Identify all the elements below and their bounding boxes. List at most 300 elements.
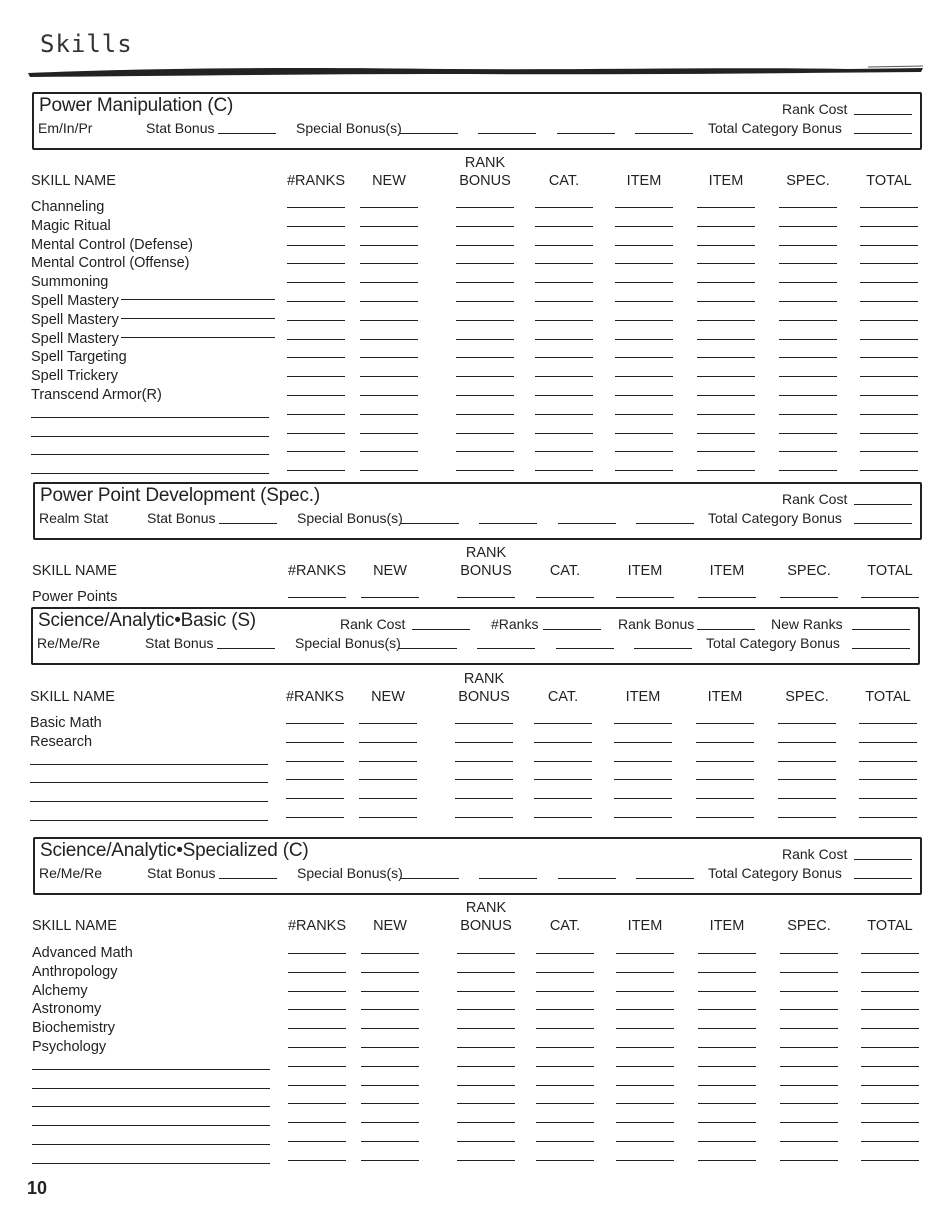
special-bonus-field[interactable] (635, 133, 693, 134)
skill-value-field[interactable] (456, 357, 514, 358)
skill-value-field[interactable] (359, 779, 417, 780)
skill-value-field[interactable] (780, 1028, 838, 1029)
skill-value-field[interactable] (614, 742, 672, 743)
skill-value-field[interactable] (457, 1028, 515, 1029)
skill-name-field[interactable] (30, 782, 268, 783)
skill-value-field[interactable] (697, 376, 755, 377)
skill-value-field[interactable] (535, 207, 593, 208)
skill-value-field[interactable] (457, 991, 515, 992)
skill-value-field[interactable] (698, 1141, 756, 1142)
skill-value-field[interactable] (286, 761, 344, 762)
ranks-field[interactable] (543, 629, 601, 630)
skill-value-field[interactable] (535, 320, 593, 321)
skill-value-field[interactable] (535, 414, 593, 415)
skill-value-field[interactable] (861, 972, 919, 973)
skill-value-field[interactable] (697, 414, 755, 415)
skill-value-field[interactable] (288, 1103, 346, 1104)
skill-name-field[interactable] (32, 1125, 270, 1126)
skill-value-field[interactable] (287, 226, 345, 227)
skill-name-field[interactable] (32, 1106, 270, 1107)
stat-bonus-field[interactable] (218, 133, 276, 134)
skill-value-field[interactable] (698, 991, 756, 992)
skill-value-field[interactable] (696, 817, 754, 818)
skill-value-field[interactable] (615, 339, 673, 340)
skill-value-field[interactable] (780, 1047, 838, 1048)
skill-value-field[interactable] (360, 320, 418, 321)
skill-value-field[interactable] (616, 1047, 674, 1048)
skill-value-field[interactable] (287, 263, 345, 264)
skill-value-field[interactable] (779, 282, 837, 283)
skill-value-field[interactable] (287, 282, 345, 283)
skill-value-field[interactable] (779, 339, 837, 340)
skill-value-field[interactable] (457, 1160, 515, 1161)
skill-value-field[interactable] (535, 263, 593, 264)
skill-value-field[interactable] (360, 282, 418, 283)
skill-value-field[interactable] (616, 1122, 674, 1123)
skill-value-field[interactable] (534, 761, 592, 762)
skill-value-field[interactable] (287, 433, 345, 434)
skill-value-field[interactable] (616, 1103, 674, 1104)
skill-value-field[interactable] (456, 282, 514, 283)
skill-value-field[interactable] (288, 991, 346, 992)
skill-value-field[interactable] (861, 1141, 919, 1142)
skill-value-field[interactable] (859, 761, 917, 762)
skill-value-field[interactable] (360, 245, 418, 246)
special-bonus-field[interactable] (557, 133, 615, 134)
skill-value-field[interactable] (535, 282, 593, 283)
skill-value-field[interactable] (536, 1047, 594, 1048)
skill-value-field[interactable] (455, 742, 513, 743)
skill-value-field[interactable] (697, 433, 755, 434)
skill-value-field[interactable] (536, 1141, 594, 1142)
skill-name-field[interactable] (31, 454, 269, 455)
skill-value-field[interactable] (698, 1009, 756, 1010)
skill-value-field[interactable] (779, 226, 837, 227)
special-bonus-field[interactable] (556, 648, 614, 649)
skill-value-field[interactable] (286, 779, 344, 780)
special-bonus-field[interactable] (477, 648, 535, 649)
skill-value-field[interactable] (861, 991, 919, 992)
skill-value-field[interactable] (697, 207, 755, 208)
skill-value-field[interactable] (780, 1141, 838, 1142)
skill-value-field[interactable] (697, 226, 755, 227)
skill-value-field[interactable] (615, 376, 673, 377)
special-bonus-field[interactable] (400, 133, 458, 134)
skill-value-field[interactable] (780, 597, 838, 598)
skill-value-field[interactable] (287, 357, 345, 358)
skill-value-field[interactable] (779, 376, 837, 377)
skill-value-field[interactable] (698, 1122, 756, 1123)
skill-value-field[interactable] (861, 1085, 919, 1086)
skill-value-field[interactable] (457, 1122, 515, 1123)
rank-cost-field[interactable] (854, 859, 912, 860)
skill-value-field[interactable] (360, 433, 418, 434)
skill-value-field[interactable] (615, 451, 673, 452)
skill-value-field[interactable] (779, 470, 837, 471)
skill-value-field[interactable] (287, 320, 345, 321)
spell-mastery-field[interactable] (121, 337, 275, 338)
skill-value-field[interactable] (861, 953, 919, 954)
skill-value-field[interactable] (697, 451, 755, 452)
skill-value-field[interactable] (779, 245, 837, 246)
skill-value-field[interactable] (288, 953, 346, 954)
skill-value-field[interactable] (535, 301, 593, 302)
skill-value-field[interactable] (455, 761, 513, 762)
skill-value-field[interactable] (359, 742, 417, 743)
skill-value-field[interactable] (534, 798, 592, 799)
skill-value-field[interactable] (360, 357, 418, 358)
skill-value-field[interactable] (698, 597, 756, 598)
skill-value-field[interactable] (286, 742, 344, 743)
skill-value-field[interactable] (696, 742, 754, 743)
skill-value-field[interactable] (615, 263, 673, 264)
skill-value-field[interactable] (698, 1028, 756, 1029)
skill-value-field[interactable] (861, 597, 919, 598)
skill-value-field[interactable] (859, 798, 917, 799)
skill-value-field[interactable] (861, 1066, 919, 1067)
special-bonus-field[interactable] (479, 523, 537, 524)
skill-value-field[interactable] (361, 1103, 419, 1104)
skill-value-field[interactable] (360, 339, 418, 340)
skill-value-field[interactable] (615, 395, 673, 396)
skill-value-field[interactable] (779, 357, 837, 358)
skill-value-field[interactable] (615, 282, 673, 283)
total-category-bonus-field[interactable] (852, 648, 910, 649)
skill-value-field[interactable] (536, 972, 594, 973)
skill-value-field[interactable] (614, 817, 672, 818)
skill-value-field[interactable] (861, 1028, 919, 1029)
skill-value-field[interactable] (778, 742, 836, 743)
skill-value-field[interactable] (860, 339, 918, 340)
skill-value-field[interactable] (287, 470, 345, 471)
skill-value-field[interactable] (536, 1103, 594, 1104)
skill-value-field[interactable] (615, 245, 673, 246)
skill-value-field[interactable] (456, 414, 514, 415)
skill-value-field[interactable] (614, 798, 672, 799)
skill-value-field[interactable] (535, 376, 593, 377)
skill-value-field[interactable] (287, 451, 345, 452)
skill-value-field[interactable] (780, 1066, 838, 1067)
skill-value-field[interactable] (697, 320, 755, 321)
special-bonus-field[interactable] (636, 523, 694, 524)
skill-value-field[interactable] (457, 597, 515, 598)
skill-value-field[interactable] (286, 798, 344, 799)
skill-value-field[interactable] (860, 451, 918, 452)
skill-value-field[interactable] (780, 953, 838, 954)
skill-value-field[interactable] (359, 798, 417, 799)
skill-value-field[interactable] (360, 376, 418, 377)
skill-value-field[interactable] (778, 723, 836, 724)
skill-value-field[interactable] (698, 1047, 756, 1048)
skill-value-field[interactable] (535, 470, 593, 471)
skill-value-field[interactable] (456, 226, 514, 227)
stat-bonus-field[interactable] (219, 878, 277, 879)
skill-value-field[interactable] (287, 245, 345, 246)
skill-value-field[interactable] (859, 742, 917, 743)
skill-value-field[interactable] (360, 395, 418, 396)
skill-value-field[interactable] (536, 953, 594, 954)
special-bonus-field[interactable] (401, 523, 459, 524)
skill-value-field[interactable] (288, 1028, 346, 1029)
skill-value-field[interactable] (778, 817, 836, 818)
skill-value-field[interactable] (698, 1103, 756, 1104)
stat-bonus-field[interactable] (219, 523, 277, 524)
skill-value-field[interactable] (616, 1009, 674, 1010)
skill-value-field[interactable] (860, 263, 918, 264)
skill-value-field[interactable] (861, 1160, 919, 1161)
skill-value-field[interactable] (534, 779, 592, 780)
skill-value-field[interactable] (456, 433, 514, 434)
skill-value-field[interactable] (534, 817, 592, 818)
skill-value-field[interactable] (456, 245, 514, 246)
skill-value-field[interactable] (615, 357, 673, 358)
skill-value-field[interactable] (615, 414, 673, 415)
skill-value-field[interactable] (698, 953, 756, 954)
skill-value-field[interactable] (287, 414, 345, 415)
skill-value-field[interactable] (361, 1085, 419, 1086)
skill-value-field[interactable] (698, 1066, 756, 1067)
skill-value-field[interactable] (361, 972, 419, 973)
skill-value-field[interactable] (859, 817, 917, 818)
skill-value-field[interactable] (456, 263, 514, 264)
skill-value-field[interactable] (360, 451, 418, 452)
skill-value-field[interactable] (361, 1009, 419, 1010)
skill-value-field[interactable] (698, 1160, 756, 1161)
skill-name-field[interactable] (32, 1069, 270, 1070)
special-bonus-field[interactable] (399, 648, 457, 649)
skill-value-field[interactable] (535, 226, 593, 227)
skill-value-field[interactable] (456, 395, 514, 396)
special-bonus-field[interactable] (478, 133, 536, 134)
skill-value-field[interactable] (535, 433, 593, 434)
total-category-bonus-field[interactable] (854, 878, 912, 879)
skill-value-field[interactable] (359, 817, 417, 818)
special-bonus-field[interactable] (401, 878, 459, 879)
skill-value-field[interactable] (697, 245, 755, 246)
skill-value-field[interactable] (860, 301, 918, 302)
skill-value-field[interactable] (535, 395, 593, 396)
skill-value-field[interactable] (288, 1160, 346, 1161)
skill-value-field[interactable] (535, 339, 593, 340)
skill-value-field[interactable] (615, 226, 673, 227)
skill-value-field[interactable] (860, 320, 918, 321)
skill-value-field[interactable] (361, 1047, 419, 1048)
skill-value-field[interactable] (614, 723, 672, 724)
skill-value-field[interactable] (696, 761, 754, 762)
skill-value-field[interactable] (455, 817, 513, 818)
skill-value-field[interactable] (456, 451, 514, 452)
skill-value-field[interactable] (457, 972, 515, 973)
skill-value-field[interactable] (536, 1009, 594, 1010)
skill-value-field[interactable] (614, 779, 672, 780)
skill-value-field[interactable] (616, 972, 674, 973)
skill-name-field[interactable] (32, 1144, 270, 1145)
skill-value-field[interactable] (457, 1009, 515, 1010)
skill-value-field[interactable] (536, 597, 594, 598)
skill-name-field[interactable] (30, 801, 268, 802)
skill-value-field[interactable] (359, 761, 417, 762)
skill-value-field[interactable] (860, 433, 918, 434)
skill-value-field[interactable] (779, 451, 837, 452)
skill-value-field[interactable] (616, 1066, 674, 1067)
special-bonus-field[interactable] (558, 523, 616, 524)
skill-value-field[interactable] (860, 376, 918, 377)
skill-value-field[interactable] (535, 245, 593, 246)
skill-value-field[interactable] (780, 1103, 838, 1104)
skill-value-field[interactable] (536, 991, 594, 992)
skill-value-field[interactable] (860, 207, 918, 208)
skill-value-field[interactable] (456, 320, 514, 321)
skill-value-field[interactable] (288, 1066, 346, 1067)
skill-value-field[interactable] (859, 779, 917, 780)
skill-value-field[interactable] (361, 1028, 419, 1029)
skill-value-field[interactable] (697, 282, 755, 283)
skill-value-field[interactable] (860, 470, 918, 471)
special-bonus-field[interactable] (479, 878, 537, 879)
skill-value-field[interactable] (457, 1047, 515, 1048)
rank-cost-field[interactable] (854, 114, 912, 115)
skill-value-field[interactable] (616, 1028, 674, 1029)
skill-value-field[interactable] (780, 972, 838, 973)
skill-value-field[interactable] (536, 1122, 594, 1123)
skill-value-field[interactable] (615, 470, 673, 471)
skill-value-field[interactable] (615, 301, 673, 302)
skill-value-field[interactable] (456, 301, 514, 302)
skill-value-field[interactable] (360, 470, 418, 471)
skill-value-field[interactable] (288, 972, 346, 973)
skill-value-field[interactable] (361, 1160, 419, 1161)
skill-value-field[interactable] (860, 414, 918, 415)
skill-value-field[interactable] (361, 991, 419, 992)
skill-value-field[interactable] (288, 1009, 346, 1010)
spell-mastery-field[interactable] (121, 299, 275, 300)
skill-value-field[interactable] (360, 414, 418, 415)
skill-value-field[interactable] (779, 414, 837, 415)
total-category-bonus-field[interactable] (854, 133, 912, 134)
skill-value-field[interactable] (457, 1141, 515, 1142)
skill-value-field[interactable] (288, 1122, 346, 1123)
skill-value-field[interactable] (288, 1085, 346, 1086)
skill-value-field[interactable] (457, 1085, 515, 1086)
skill-value-field[interactable] (361, 1066, 419, 1067)
skill-value-field[interactable] (861, 1047, 919, 1048)
skill-value-field[interactable] (360, 301, 418, 302)
skill-value-field[interactable] (779, 207, 837, 208)
skill-value-field[interactable] (536, 1085, 594, 1086)
skill-value-field[interactable] (780, 1122, 838, 1123)
skill-value-field[interactable] (778, 779, 836, 780)
skill-value-field[interactable] (860, 282, 918, 283)
skill-value-field[interactable] (360, 263, 418, 264)
skill-value-field[interactable] (536, 1028, 594, 1029)
skill-value-field[interactable] (360, 207, 418, 208)
skill-value-field[interactable] (456, 376, 514, 377)
skill-value-field[interactable] (615, 320, 673, 321)
skill-value-field[interactable] (778, 761, 836, 762)
skill-value-field[interactable] (455, 798, 513, 799)
skill-value-field[interactable] (534, 742, 592, 743)
special-bonus-field[interactable] (558, 878, 616, 879)
skill-value-field[interactable] (779, 320, 837, 321)
skill-value-field[interactable] (457, 953, 515, 954)
skill-value-field[interactable] (860, 357, 918, 358)
skill-value-field[interactable] (361, 1122, 419, 1123)
skill-value-field[interactable] (287, 207, 345, 208)
skill-value-field[interactable] (860, 226, 918, 227)
skill-value-field[interactable] (614, 761, 672, 762)
skill-name-field[interactable] (30, 820, 268, 821)
skill-value-field[interactable] (697, 301, 755, 302)
skill-value-field[interactable] (860, 245, 918, 246)
skill-value-field[interactable] (697, 395, 755, 396)
skill-value-field[interactable] (456, 470, 514, 471)
skill-value-field[interactable] (859, 723, 917, 724)
skill-value-field[interactable] (697, 357, 755, 358)
skill-value-field[interactable] (535, 451, 593, 452)
skill-name-field[interactable] (32, 1163, 270, 1164)
skill-name-field[interactable] (31, 417, 269, 418)
special-bonus-field[interactable] (636, 878, 694, 879)
skill-value-field[interactable] (780, 991, 838, 992)
skill-value-field[interactable] (456, 339, 514, 340)
skill-value-field[interactable] (779, 301, 837, 302)
skill-value-field[interactable] (361, 597, 419, 598)
skill-value-field[interactable] (861, 1122, 919, 1123)
skill-name-field[interactable] (31, 473, 269, 474)
skill-name-field[interactable] (32, 1088, 270, 1089)
skill-value-field[interactable] (615, 207, 673, 208)
skill-value-field[interactable] (457, 1103, 515, 1104)
skill-value-field[interactable] (288, 1047, 346, 1048)
skill-value-field[interactable] (615, 433, 673, 434)
skill-value-field[interactable] (697, 470, 755, 471)
skill-value-field[interactable] (360, 226, 418, 227)
rank-cost-field[interactable] (854, 504, 912, 505)
skill-value-field[interactable] (698, 972, 756, 973)
skill-value-field[interactable] (860, 395, 918, 396)
skill-value-field[interactable] (616, 1085, 674, 1086)
skill-value-field[interactable] (780, 1085, 838, 1086)
skill-value-field[interactable] (455, 723, 513, 724)
skill-value-field[interactable] (286, 817, 344, 818)
skill-value-field[interactable] (361, 1141, 419, 1142)
skill-value-field[interactable] (697, 339, 755, 340)
skill-value-field[interactable] (287, 395, 345, 396)
skill-value-field[interactable] (616, 991, 674, 992)
skill-name-field[interactable] (30, 764, 268, 765)
skill-value-field[interactable] (780, 1009, 838, 1010)
skill-value-field[interactable] (697, 263, 755, 264)
skill-value-field[interactable] (536, 1160, 594, 1161)
skill-value-field[interactable] (696, 723, 754, 724)
skill-value-field[interactable] (536, 1066, 594, 1067)
skill-value-field[interactable] (616, 1160, 674, 1161)
rank-bonus-field[interactable] (697, 629, 755, 630)
skill-value-field[interactable] (534, 723, 592, 724)
skill-value-field[interactable] (861, 1103, 919, 1104)
skill-value-field[interactable] (616, 1141, 674, 1142)
skill-value-field[interactable] (616, 953, 674, 954)
skill-value-field[interactable] (456, 207, 514, 208)
skill-value-field[interactable] (779, 433, 837, 434)
skill-value-field[interactable] (286, 723, 344, 724)
skill-value-field[interactable] (361, 953, 419, 954)
skill-name-field[interactable] (31, 436, 269, 437)
skill-value-field[interactable] (457, 1066, 515, 1067)
new-ranks-field[interactable] (852, 629, 910, 630)
rank-cost-field[interactable] (412, 629, 470, 630)
skill-value-field[interactable] (287, 339, 345, 340)
